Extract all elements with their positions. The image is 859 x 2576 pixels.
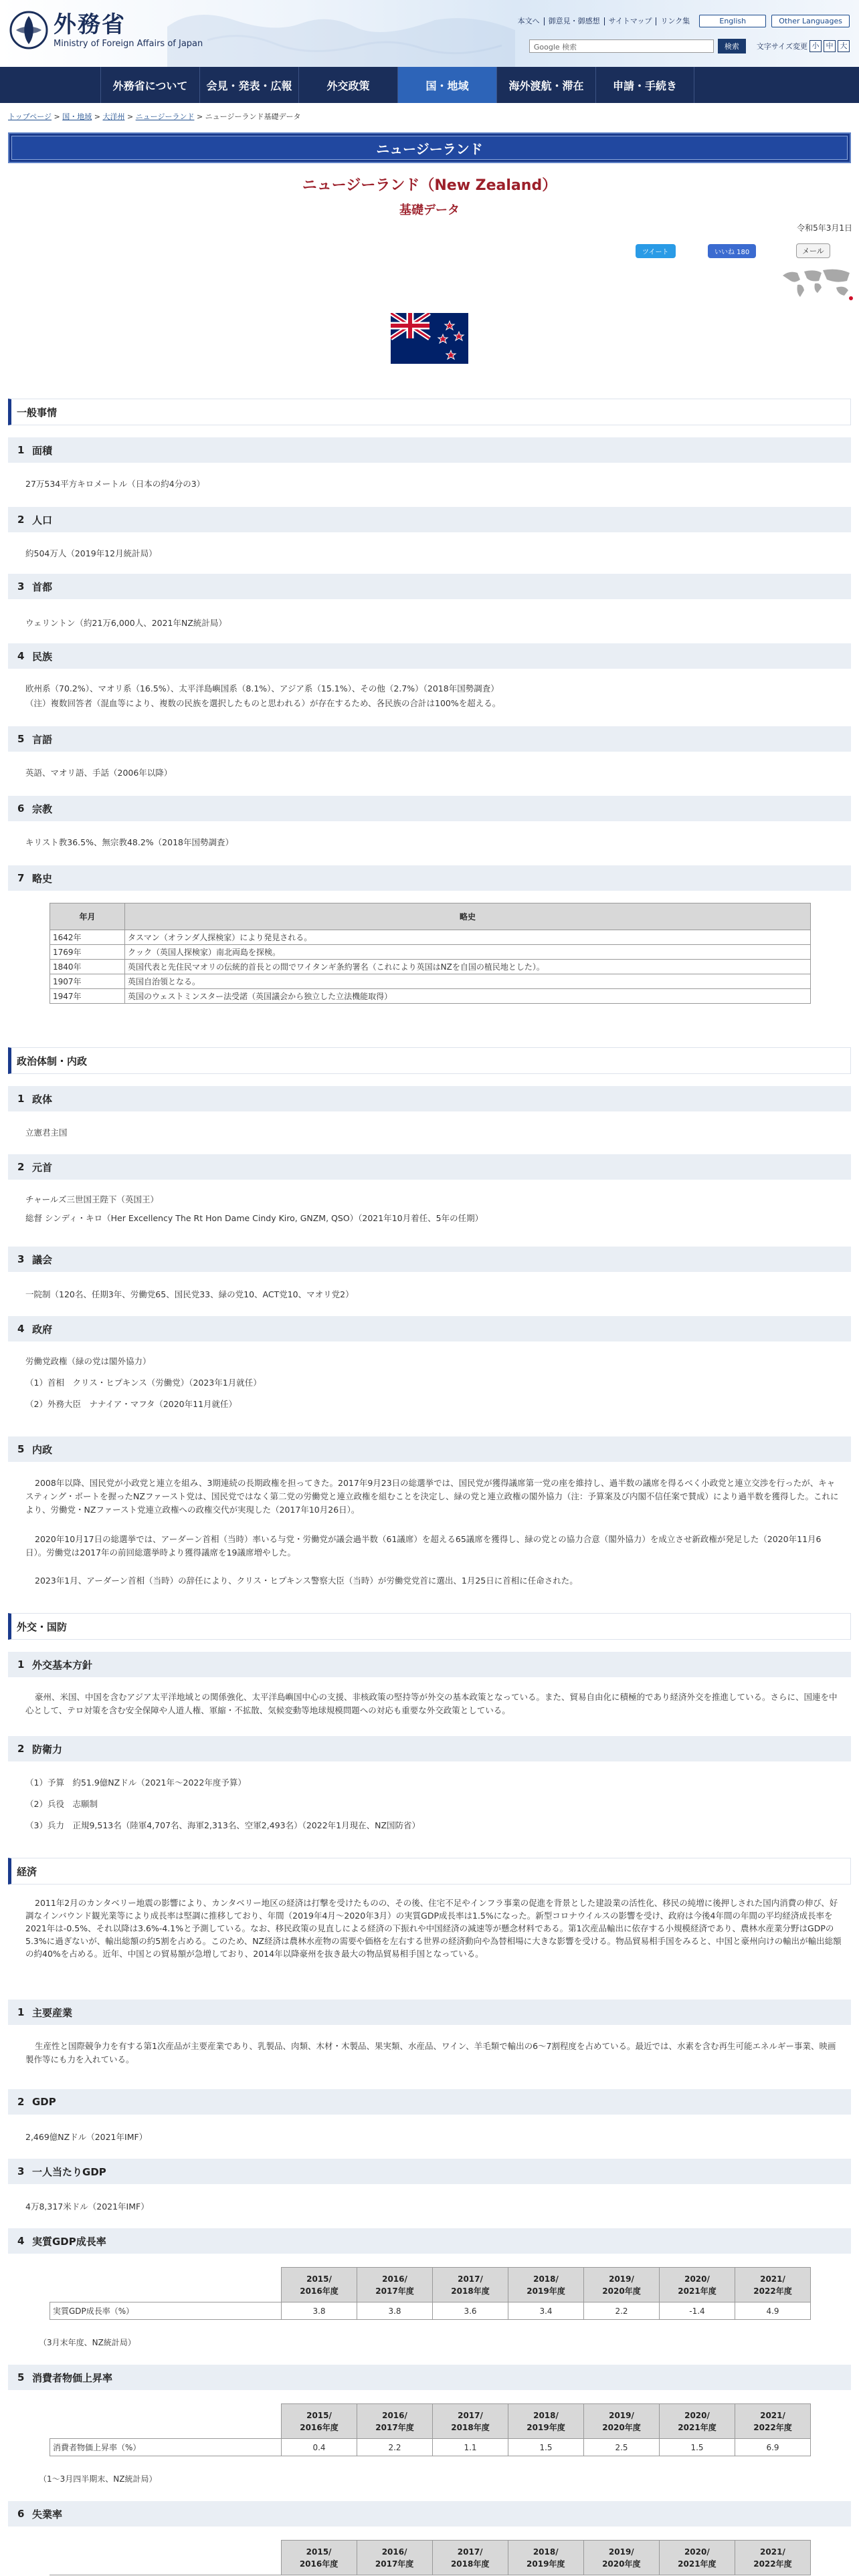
cpi-value: 6.9 bbox=[735, 2439, 811, 2456]
sub-gdp-title: GDP bbox=[32, 2096, 56, 2108]
mofa-emblem-icon bbox=[8, 9, 50, 51]
economy-intro-text: 2011年2月のカンタベリー地震の影響により、カンタベリー地区の経済は打撃を受けたものの、その後、住宅不足やインフラ事業の促進を背景とした建設業の活性化、移民の純増に後押しされた国内消費の伸び、好調なインバウンド観光業等により成長率は堅調に推移しており、年間（2019年4月～2020年3月）の実質GDP成長率は1.5%になった。新型コロナウイルスの影響を受け、政府は今後4年間の年間の平均経済成長率を2021年は-0.5%、それ以降は3.6%-4.1%と予測している。なお、移民政策の見直しによる経済の下振れや中国経済の減速等が懸念材料である。第1次産品輸出に依存する小規模経済であり、農林水産業分野はGDPの5.3%に過ぎないが、輸出総額の約5割を占める。このため、NZ経済は農林水産物の需要や価格を左右する世界の経済動向や為替相場に大きな影響を受ける。物品貿易相手国をみると、中国と豪州向けの輸出が輸出総額の約40%を占める。近年、中国との貿易額が急増しており、2014年以降豪州を抜き最大の物品貿易相手国となっている。 bbox=[25, 1898, 842, 1959]
nav-countries[interactable]: 国・地域 bbox=[397, 67, 496, 103]
sub-capital: 3 首都 bbox=[8, 574, 851, 599]
breadcrumb-sep: > bbox=[92, 112, 103, 121]
defense-text-2: （2）兵役 志願制 bbox=[25, 1799, 98, 1809]
year-col: 2021/ 2022年度 bbox=[735, 2404, 811, 2439]
year-col: 2020/ 2021年度 bbox=[660, 2404, 735, 2439]
sub-parliament: 3 議会 bbox=[8, 1247, 851, 1272]
sub-defense-title: 防衛力 bbox=[32, 1743, 63, 1755]
year-col: 2018/ 2019年度 bbox=[508, 2268, 584, 2302]
table-row bbox=[50, 989, 811, 1004]
history-event: 英国自治領となる。 bbox=[125, 974, 811, 989]
breadcrumb-countries[interactable]: 国・地域 bbox=[62, 112, 92, 121]
government-text-2: （1）首相 クリス・ヒプキンス（労働党）（2023年1月就任） bbox=[25, 1378, 262, 1388]
history-date: 1769年 bbox=[50, 945, 125, 960]
year-col: 2020/ 2021年度 bbox=[659, 2541, 735, 2575]
empty-header bbox=[50, 2268, 282, 2302]
year-col: 2019/ 2020年度 bbox=[584, 2404, 660, 2439]
growth-value: -1.4 bbox=[660, 2302, 735, 2320]
sub-domestic-title: 内政 bbox=[32, 1443, 53, 1456]
year-col: 2016/ 2017年度 bbox=[357, 2268, 433, 2302]
cpi-value: 1.5 bbox=[508, 2439, 584, 2456]
cpi-value: 0.4 bbox=[282, 2439, 357, 2456]
year-col: 2019/ 2020年度 bbox=[584, 2268, 660, 2302]
sub-religion: 6 宗教 bbox=[8, 796, 851, 821]
sub-area-title: 面積 bbox=[32, 444, 53, 457]
breadcrumb-sep: > bbox=[52, 112, 63, 121]
row-label: 実質GDP成長率（%） bbox=[50, 2302, 282, 2320]
domestic-text-3: 2023年1月、アーダーン首相（当時）の辞任により、クリス・ヒプキンス警察大臣（当時）が労働党党首に選出、1月25日に首相に任命された。 bbox=[35, 1576, 578, 1586]
history-event: 英国代表と先住民マオリの伝統的首長との間でワイタンギ条約署名（これにより英国はNZを自国の植民地とした）。 bbox=[125, 960, 811, 974]
government-text-3: （2）外務大臣 ナナイア・マフタ（2020年11月就任） bbox=[25, 1399, 237, 1409]
area-text: 27万534平方キロメートル（日本の約4分の3） bbox=[25, 479, 205, 489]
sub-domestic: 5 内政 bbox=[8, 1436, 851, 1462]
religion-text: キリスト教36.5%、無宗教48.2%（2018年国勢調査） bbox=[25, 837, 233, 847]
cpi-value: 1.1 bbox=[433, 2439, 508, 2456]
year-col: 2021/ 2022年度 bbox=[735, 2541, 810, 2575]
history-date: 1907年 bbox=[50, 974, 125, 989]
government-text-1: 労働党政権（緑の党は閣外協力） bbox=[25, 1356, 151, 1366]
sub-cpi-title: 消費者物価上昇率 bbox=[32, 2371, 113, 2384]
history-event: クック（英国人探検家）南北両島を探検。 bbox=[125, 945, 811, 960]
cpi-value: 2.5 bbox=[584, 2439, 660, 2456]
domestic-text-2: 2020年10月17日の総選挙では、アーダーン首相（当時）率いる与党・労働党が議会過半数（61議席）を超える65議席を獲得し、緑の党との協力合意（閣外協力）を成立させ新政権が発足した（2020年11月6日）。労働党は2017年の前回総選挙時より獲得議席を19議席増やした。 bbox=[25, 1534, 822, 1558]
social-bar-tweet bbox=[636, 243, 676, 258]
sub-head-of-state: 2 元首 bbox=[8, 1154, 851, 1180]
year-col: 2019/ 2020年度 bbox=[583, 2541, 659, 2575]
sub-religion-title: 宗教 bbox=[32, 802, 53, 815]
nav-press[interactable]: 会見・発表・広報 bbox=[199, 67, 298, 103]
sub-system: 1 政体 bbox=[8, 1086, 851, 1111]
sub-parliament-title: 議会 bbox=[32, 1253, 53, 1266]
gdp-text: 2,469億NZドル（2021年IMF） bbox=[25, 2132, 148, 2142]
growth-value: 2.2 bbox=[584, 2302, 660, 2320]
table-row bbox=[50, 945, 811, 960]
global-nav bbox=[0, 67, 859, 103]
sub-ethnic-title: 民族 bbox=[32, 650, 53, 663]
sub-population: 2 人口 bbox=[8, 507, 851, 532]
head-text-2: 総督 シンディ・キロ（Her Excellency The Rt Hon Dame Cindy Kiro, GNZM, QSO）（2021年10月着任、5年の任期） bbox=[25, 1213, 484, 1223]
industry-text: 生産性と国際競争力を有する第1次産品が主要産業であり、乳製品、肉類、木材・木製品、果実類、水産品、ワイン、羊毛類で輸出の6～7割程度を占めている。最近では、水素を含む再生可能エネルギー事業、映画製作等にも力を入れている。 bbox=[25, 2041, 836, 2064]
font-size-large-button[interactable]: 大 bbox=[838, 40, 850, 52]
nav-travel[interactable]: 海外渡航・滞在 bbox=[496, 67, 595, 103]
gdp-growth-table bbox=[50, 2267, 811, 2320]
breadcrumb-sep: > bbox=[124, 112, 136, 121]
history-table bbox=[50, 903, 811, 1004]
page-title: ニュージーランド（New Zealand） bbox=[302, 177, 557, 194]
sub-gdp: 2 GDP bbox=[8, 2089, 851, 2115]
table-row bbox=[50, 2439, 811, 2456]
new-zealand-flag-icon bbox=[391, 313, 468, 364]
row-label: 消費者物価上昇率（%） bbox=[50, 2439, 282, 2456]
domestic-text-1: 2008年以降、国民党が小政党と連立を組み、3期連続の長期政権を担ってきた。2017年9月23日の総選挙では、国民党が獲得議席第一党の座を維持し、過半数の議席を得るべく小政党と連立交渉を行ったが、キャスティング・ボートを握ったNZファースト党は、国民党ではなく第二党の労働党と連立政権を組むことを決定し、緑の党と連立政権の閣外協力（注：予算案及び内閣不信任案で賛成）により過半数を獲得した。これにより、労働党・NZファースト党連立政権への政権交代が実現した（2017年10月26日）。 bbox=[25, 1478, 839, 1515]
history-col-event: 略史 bbox=[125, 903, 811, 930]
sub-capital-title: 首都 bbox=[32, 580, 53, 593]
sub-unemployment: 6 失業率 bbox=[8, 2501, 851, 2527]
nav-policy[interactable]: 外交政策 bbox=[298, 67, 397, 103]
english-button[interactable]: English bbox=[699, 15, 766, 27]
section-diplomacy: 外交・国防 bbox=[8, 1613, 851, 1640]
table-row bbox=[50, 960, 811, 974]
year-col: 2016/ 2017年度 bbox=[357, 2541, 432, 2575]
facebook-like-button[interactable]: いいね 180 bbox=[708, 244, 756, 258]
sub-foreign-policy: 1 外交基本方針 bbox=[8, 1652, 851, 1677]
util-link-main[interactable]: 本文へ bbox=[514, 17, 545, 25]
growth-value: 3.8 bbox=[357, 2302, 433, 2320]
logo-japanese: 外務省 bbox=[54, 11, 126, 38]
cpi-table bbox=[50, 2403, 811, 2456]
mail-button[interactable]: メール bbox=[796, 243, 830, 258]
sub-gdp-per-capita: 3 一人当たりGDP bbox=[8, 2159, 851, 2184]
history-date: 1642年 bbox=[50, 930, 125, 945]
search-button[interactable]: 検索 bbox=[718, 39, 746, 53]
history-col-date: 年月 bbox=[50, 903, 125, 930]
sub-area: 1 面積 bbox=[8, 437, 851, 463]
sub-gdp-growth: 4 実質GDP成長率 bbox=[8, 2228, 851, 2254]
nav-about[interactable]: 外務省について bbox=[100, 67, 199, 103]
font-size-small-button[interactable]: 小 bbox=[809, 40, 822, 52]
year-col: 2016/ 2017年度 bbox=[357, 2404, 433, 2439]
breadcrumb-nz[interactable]: ニュージーランド bbox=[135, 112, 195, 121]
year-col: 2020/ 2021年度 bbox=[660, 2268, 735, 2302]
sub-ethnic: 4 民族 bbox=[8, 643, 851, 669]
cpi-note: （1～3月四半期末、NZ統計局） bbox=[39, 2474, 157, 2484]
history-event: 英国のウェストミンスター法受諾（英国議会から独立した立法機能取得） bbox=[125, 989, 811, 1004]
breadcrumb-current: ニュージーランド基礎データ bbox=[205, 112, 301, 121]
gdp-growth-note: （3月末年度、NZ統計局） bbox=[39, 2338, 136, 2347]
sub-defense: 2 防衛力 bbox=[8, 1736, 851, 1761]
breadcrumb-sep: > bbox=[194, 112, 205, 121]
sub-industry-title: 主要産業 bbox=[32, 2006, 73, 2019]
sub-government: 4 政府 bbox=[8, 1316, 851, 1341]
other-languages-button[interactable]: Other Languages bbox=[771, 15, 850, 27]
sub-head-title: 元首 bbox=[32, 1161, 53, 1174]
util-link-feedback[interactable]: 御意見・御感想 bbox=[545, 17, 605, 25]
font-size-medium-button[interactable]: 中 bbox=[824, 40, 836, 52]
population-text: 約504万人（2019年12月統計局） bbox=[25, 548, 157, 558]
section-general: 一般事情 bbox=[8, 399, 851, 425]
foreign-policy-text: 豪州、米国、中国を含むアジア太平洋地域との関係強化、太平洋島嶼国中心の支援、非核政策の堅持等が外交の基本政策となっている。また、貿易自由化に積極的であり経済外交を推進している。さらに、国連を中心として、テロ対策を含む安全保障や人道人権、軍縮・不拡散、気候変動等地球規模問題への対応も重要な外交政策としている。 bbox=[25, 1692, 838, 1715]
table-row bbox=[50, 930, 811, 945]
sub-system-title: 政体 bbox=[32, 1093, 53, 1105]
sub-gdp-per-capita-title: 一人当たりGDP bbox=[32, 2165, 106, 2178]
site-logo[interactable] bbox=[8, 9, 203, 51]
head-text-1: チャールズ三世国王陛下（英国王） bbox=[25, 1194, 159, 1204]
site-header bbox=[0, 0, 859, 67]
sub-gdp-growth-title: 実質GDP成長率 bbox=[32, 2235, 106, 2248]
growth-value: 3.4 bbox=[508, 2302, 584, 2320]
growth-value: 3.8 bbox=[282, 2302, 357, 2320]
country-banner-title: ニュージーランド bbox=[11, 136, 848, 160]
year-col: 2015/ 2016年度 bbox=[282, 2404, 357, 2439]
cpi-value: 1.5 bbox=[660, 2439, 735, 2456]
system-text: 立憲君主国 bbox=[25, 1128, 68, 1138]
breadcrumb-top[interactable]: トップページ bbox=[8, 112, 52, 121]
defense-text-3: （3）兵力 正規9,513名（陸軍4,707名、海軍2,313名、空軍2,493名）（2022年1月現在、NZ国防省） bbox=[25, 1820, 421, 1830]
empty-header bbox=[50, 2541, 281, 2575]
header-world-map-decoration bbox=[154, 0, 529, 67]
sub-population-title: 人口 bbox=[32, 514, 53, 526]
year-col: 2021/ 2022年度 bbox=[735, 2268, 811, 2302]
year-col: 2018/ 2019年度 bbox=[508, 2404, 584, 2439]
history-event: タスマン（オランダ人探検家）により発見される。 bbox=[125, 930, 811, 945]
year-col: 2015/ 2016年度 bbox=[282, 2268, 357, 2302]
sub-foreign-policy-title: 外交基本方針 bbox=[32, 1658, 93, 1671]
tweet-button[interactable]: ツイート bbox=[636, 244, 676, 258]
sub-history-title: 略史 bbox=[32, 872, 53, 885]
country-banner bbox=[8, 132, 851, 163]
capital-text: ウェリントン（約21万6,000人、2021年NZ統計局） bbox=[25, 618, 227, 628]
social-bar-like bbox=[708, 243, 756, 258]
sub-industry: 1 主要産業 bbox=[8, 2000, 851, 2025]
year-col: 2018/ 2019年度 bbox=[508, 2541, 583, 2575]
table-row bbox=[50, 974, 811, 989]
sub-language: 5 言語 bbox=[8, 726, 851, 752]
empty-header bbox=[50, 2404, 282, 2439]
year-col: 2015/ 2016年度 bbox=[281, 2541, 357, 2575]
sub-government-title: 政府 bbox=[32, 1323, 53, 1335]
history-date: 1840年 bbox=[50, 960, 125, 974]
section-politics: 政治体制・内政 bbox=[8, 1047, 851, 1074]
breadcrumb bbox=[8, 111, 300, 122]
sub-history: 7 略史 bbox=[8, 865, 851, 891]
sub-language-title: 言語 bbox=[32, 733, 53, 746]
unemployment-table bbox=[50, 2540, 811, 2575]
cpi-value: 2.2 bbox=[357, 2439, 433, 2456]
breadcrumb-oceania[interactable]: 大洋州 bbox=[102, 112, 125, 121]
growth-value: 3.6 bbox=[433, 2302, 508, 2320]
world-location-map-icon bbox=[777, 263, 856, 304]
ethnic-text-2: （注）複数回答者（混血等により、複数の民族を選択したものと思われる）が存在するため、各民族の合計は100%を超える。 bbox=[25, 698, 501, 708]
growth-value: 4.9 bbox=[735, 2302, 811, 2320]
page-subtitle: 基礎データ bbox=[399, 203, 460, 217]
ethnic-text-1: 欧州系（70.2%）、マオリ系（16.5%）、太平洋島嶼国系（8.1%）、アジア系（15.1%）、その他（2.7%）（2018年国勢調査） bbox=[25, 683, 499, 693]
publish-date: 令和5年3月1日 bbox=[797, 223, 852, 233]
utility-links bbox=[514, 15, 850, 27]
table-row bbox=[50, 2302, 811, 2320]
history-date: 1947年 bbox=[50, 989, 125, 1004]
logo-english: Ministry of Foreign Affairs of Japan bbox=[54, 38, 203, 49]
search-input[interactable]: Google 検索 bbox=[529, 39, 714, 53]
section-economy: 経済 bbox=[8, 1858, 851, 1885]
sub-cpi: 5 消費者物価上昇率 bbox=[8, 2365, 851, 2390]
gdp-per-capita-text: 4万8,317米ドル（2021年IMF） bbox=[25, 2202, 149, 2212]
font-size-label: 文字サイズ変更 bbox=[756, 42, 807, 51]
util-link-sitemap[interactable]: サイトマップ bbox=[605, 17, 657, 25]
social-bar-mail bbox=[796, 243, 830, 258]
year-col: 2017/ 2018年度 bbox=[432, 2541, 508, 2575]
nav-procedures[interactable]: 申請・手続き bbox=[595, 67, 694, 103]
year-col: 2017/ 2018年度 bbox=[433, 2404, 508, 2439]
parliament-text: 一院制（120名、任期3年、労働党65、国民党33、緑の党10、ACT党10、マオリ党2） bbox=[25, 1289, 354, 1299]
search-area bbox=[529, 39, 850, 53]
year-col: 2017/ 2018年度 bbox=[433, 2268, 508, 2302]
language-text: 英語、マオリ語、手話（2006年以降） bbox=[25, 768, 173, 778]
defense-text-1: （1）予算 約51.9億NZドル（2021年～2022年度予算） bbox=[25, 1778, 246, 1788]
sub-unemployment-title: 失業率 bbox=[32, 2508, 63, 2520]
util-link-links[interactable]: リンク集 bbox=[660, 16, 690, 25]
